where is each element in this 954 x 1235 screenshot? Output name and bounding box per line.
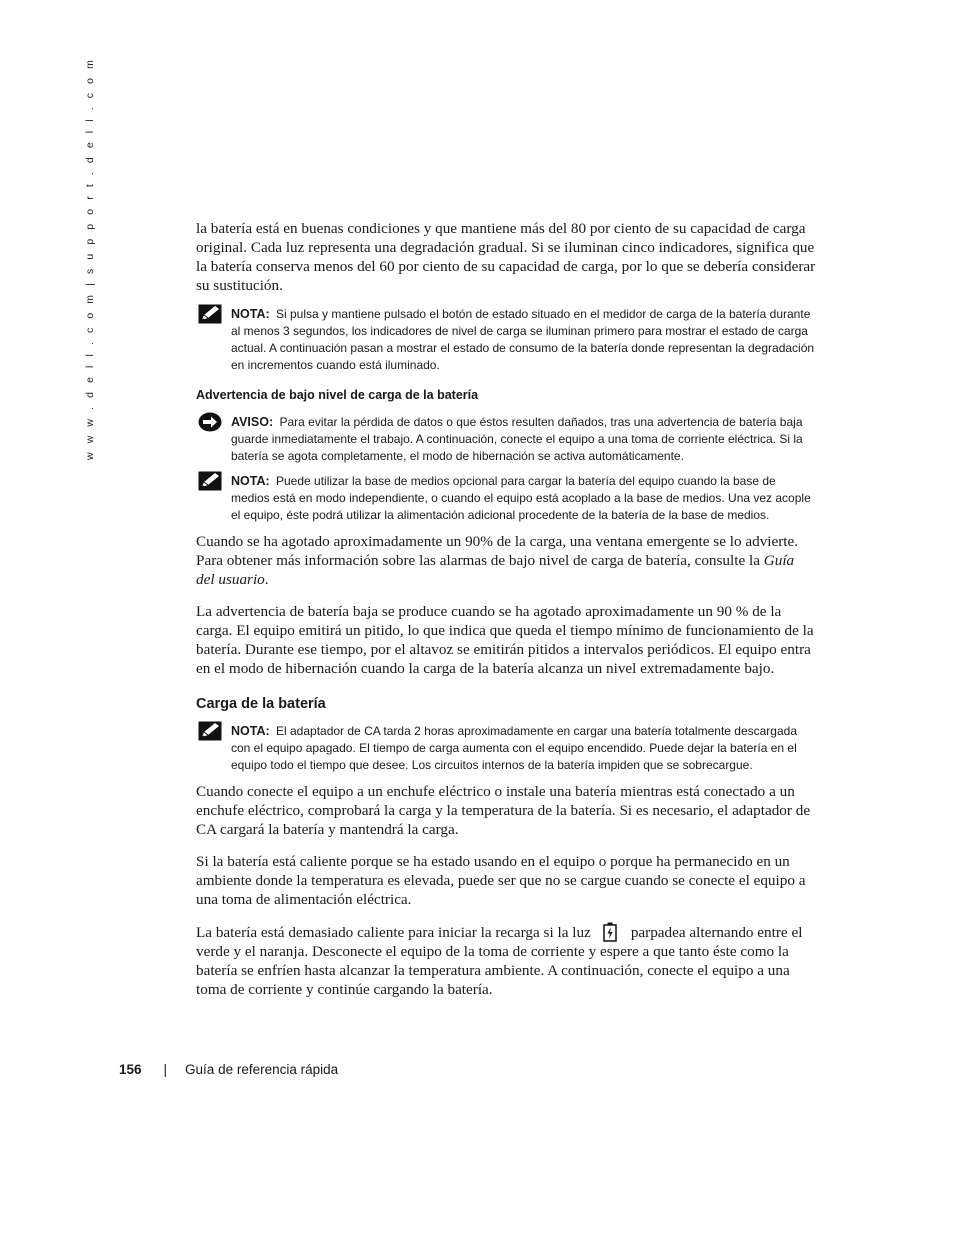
popup-paragraph bbox=[196, 532, 816, 589]
notice-arrow-icon bbox=[198, 412, 222, 432]
low-battery-subheading: Advertencia de bajo nivel de carga de la batería bbox=[196, 388, 479, 402]
page-footer bbox=[119, 1062, 338, 1077]
page-number: 156 bbox=[119, 1062, 142, 1077]
note-3-text: El adaptador de CA tarda 2 horas aproximadamente en cargar una batería totalmente descargada con el equipo apagado. El tiempo de carga aumenta con el equipo encendido. Puede dejar la batería en el equipo todo el tiempo que desee. Los circuitos internos de la batería impiden que se sobrecargue. bbox=[231, 724, 797, 772]
intro-paragraph: la batería está en buenas condiciones y que mantiene más del 80 por ciento de su capacidad de carga original. Cada luz representa una degradación gradual. Si se iluminan cinco indicadores, significa que la batería conserva menos del 60 por ciento de su capacidad de carga, por lo que se debería considerar su sustitución. bbox=[196, 220, 816, 294]
note-3 bbox=[196, 723, 816, 774]
note-2-text: Puede utilizar la base de medios opcional para cargar la batería del equipo cuando la base de medios está en modo independiente, o cuando el equipo está acoplado a la base de medios. Una vez acople el equipo, éste podrá utilizar la alimentación adicional procedente de la batería de la base de medios. bbox=[231, 474, 811, 522]
connect-paragraph: Cuando conecte el equipo a un enchufe eléctrico o instale una batería mientras está conectado a un enchufe eléctrico, comprobará la carga y la temperatura de la batería. Si es necesario, el adaptador de CA cargará la batería y mantendrá la carga. bbox=[196, 783, 811, 838]
notice bbox=[196, 414, 816, 465]
note-1-label: NOTA: bbox=[231, 307, 270, 321]
warning-paragraph: La advertencia de batería baja se produce cuando se ha agotado aproximadamente un 90 % de la carga. El equipo emitirá un pitido, lo que indica que queda el tiempo mínimo de funcionamiento de la batería. Durante ese tiempo, por el altavoz se emitirán pitidos a intervalos periódicos. El equipo entra en el modo de hibernación cuando la carga de la batería alcanza un nivel extremadamente bajo. bbox=[196, 603, 814, 677]
footer-title: Guía de referencia rápida bbox=[185, 1062, 339, 1077]
light-paragraph bbox=[196, 922, 816, 999]
battery-charge-heading: Carga de la batería bbox=[196, 696, 326, 712]
pencil-note-icon bbox=[198, 471, 222, 491]
popup-text: Cuando se ha agotado aproximadamente un 90% de la carga, una ventana emergente se lo advierte. Para obtener más información sobre las alarmas de bajo nivel de carga de batería, consulte la bbox=[196, 533, 799, 569]
light-text-after: parpadea alternando entre el verde y el naranja. Desconecte el equipo de la toma de corriente y espere a que tanto éste como la batería se enfríen hasta alcanzar la temperatura ambiente. A continuación, conecte el equipo a una toma de corriente y continúe cargando la batería. bbox=[196, 924, 803, 998]
user-guide-reference: Guía del usuario bbox=[196, 552, 795, 588]
pencil-note-icon bbox=[198, 304, 222, 324]
note-3-label: NOTA: bbox=[231, 724, 270, 738]
footer-separator: | bbox=[163, 1062, 168, 1077]
page-content bbox=[196, 219, 816, 1012]
pencil-note-icon bbox=[198, 721, 222, 741]
notice-label: AVISO: bbox=[231, 415, 274, 429]
battery-charge-icon bbox=[603, 922, 617, 942]
hot-battery-paragraph: Si la batería está caliente porque se ha estado usando en el equipo o porque ha permanecido en un ambiente donde la temperatura es elevada, puede ser que no se cargue cuando se conecte el equipo a una toma de alimentación eléctrica. bbox=[196, 853, 806, 908]
popup-end: . bbox=[264, 571, 269, 588]
light-text-before: La batería está demasiado caliente para iniciar la recarga si la luz bbox=[196, 924, 591, 941]
side-url: w w w . d e l l . c o m | s u p p o r t . d e l l . c o m bbox=[84, 57, 96, 460]
note-1 bbox=[196, 306, 816, 374]
notice-text: Para evitar la pérdida de datos o que éstos resulten dañados, tras una advertencia de batería baja guarde inmediatamente el trabajo. A continuación, conecte el equipo a una toma de corriente eléctrica. Si la batería se agota completamente, el modo de hibernación se activa automáticamente. bbox=[231, 415, 803, 463]
note-2-label: NOTA: bbox=[231, 474, 270, 488]
note-1-text: Si pulsa y mantiene pulsado el botón de estado situado en el medidor de carga de la batería durante al menos 3 segundos, los indicadores de nivel de carga se iluminan primero para mostrar el estado de carga actual. A continuación pasan a mostrar el estado de consumo de la batería donde representan la degradación en incrementos cuando está iluminado. bbox=[231, 307, 815, 372]
note-2 bbox=[196, 473, 816, 524]
